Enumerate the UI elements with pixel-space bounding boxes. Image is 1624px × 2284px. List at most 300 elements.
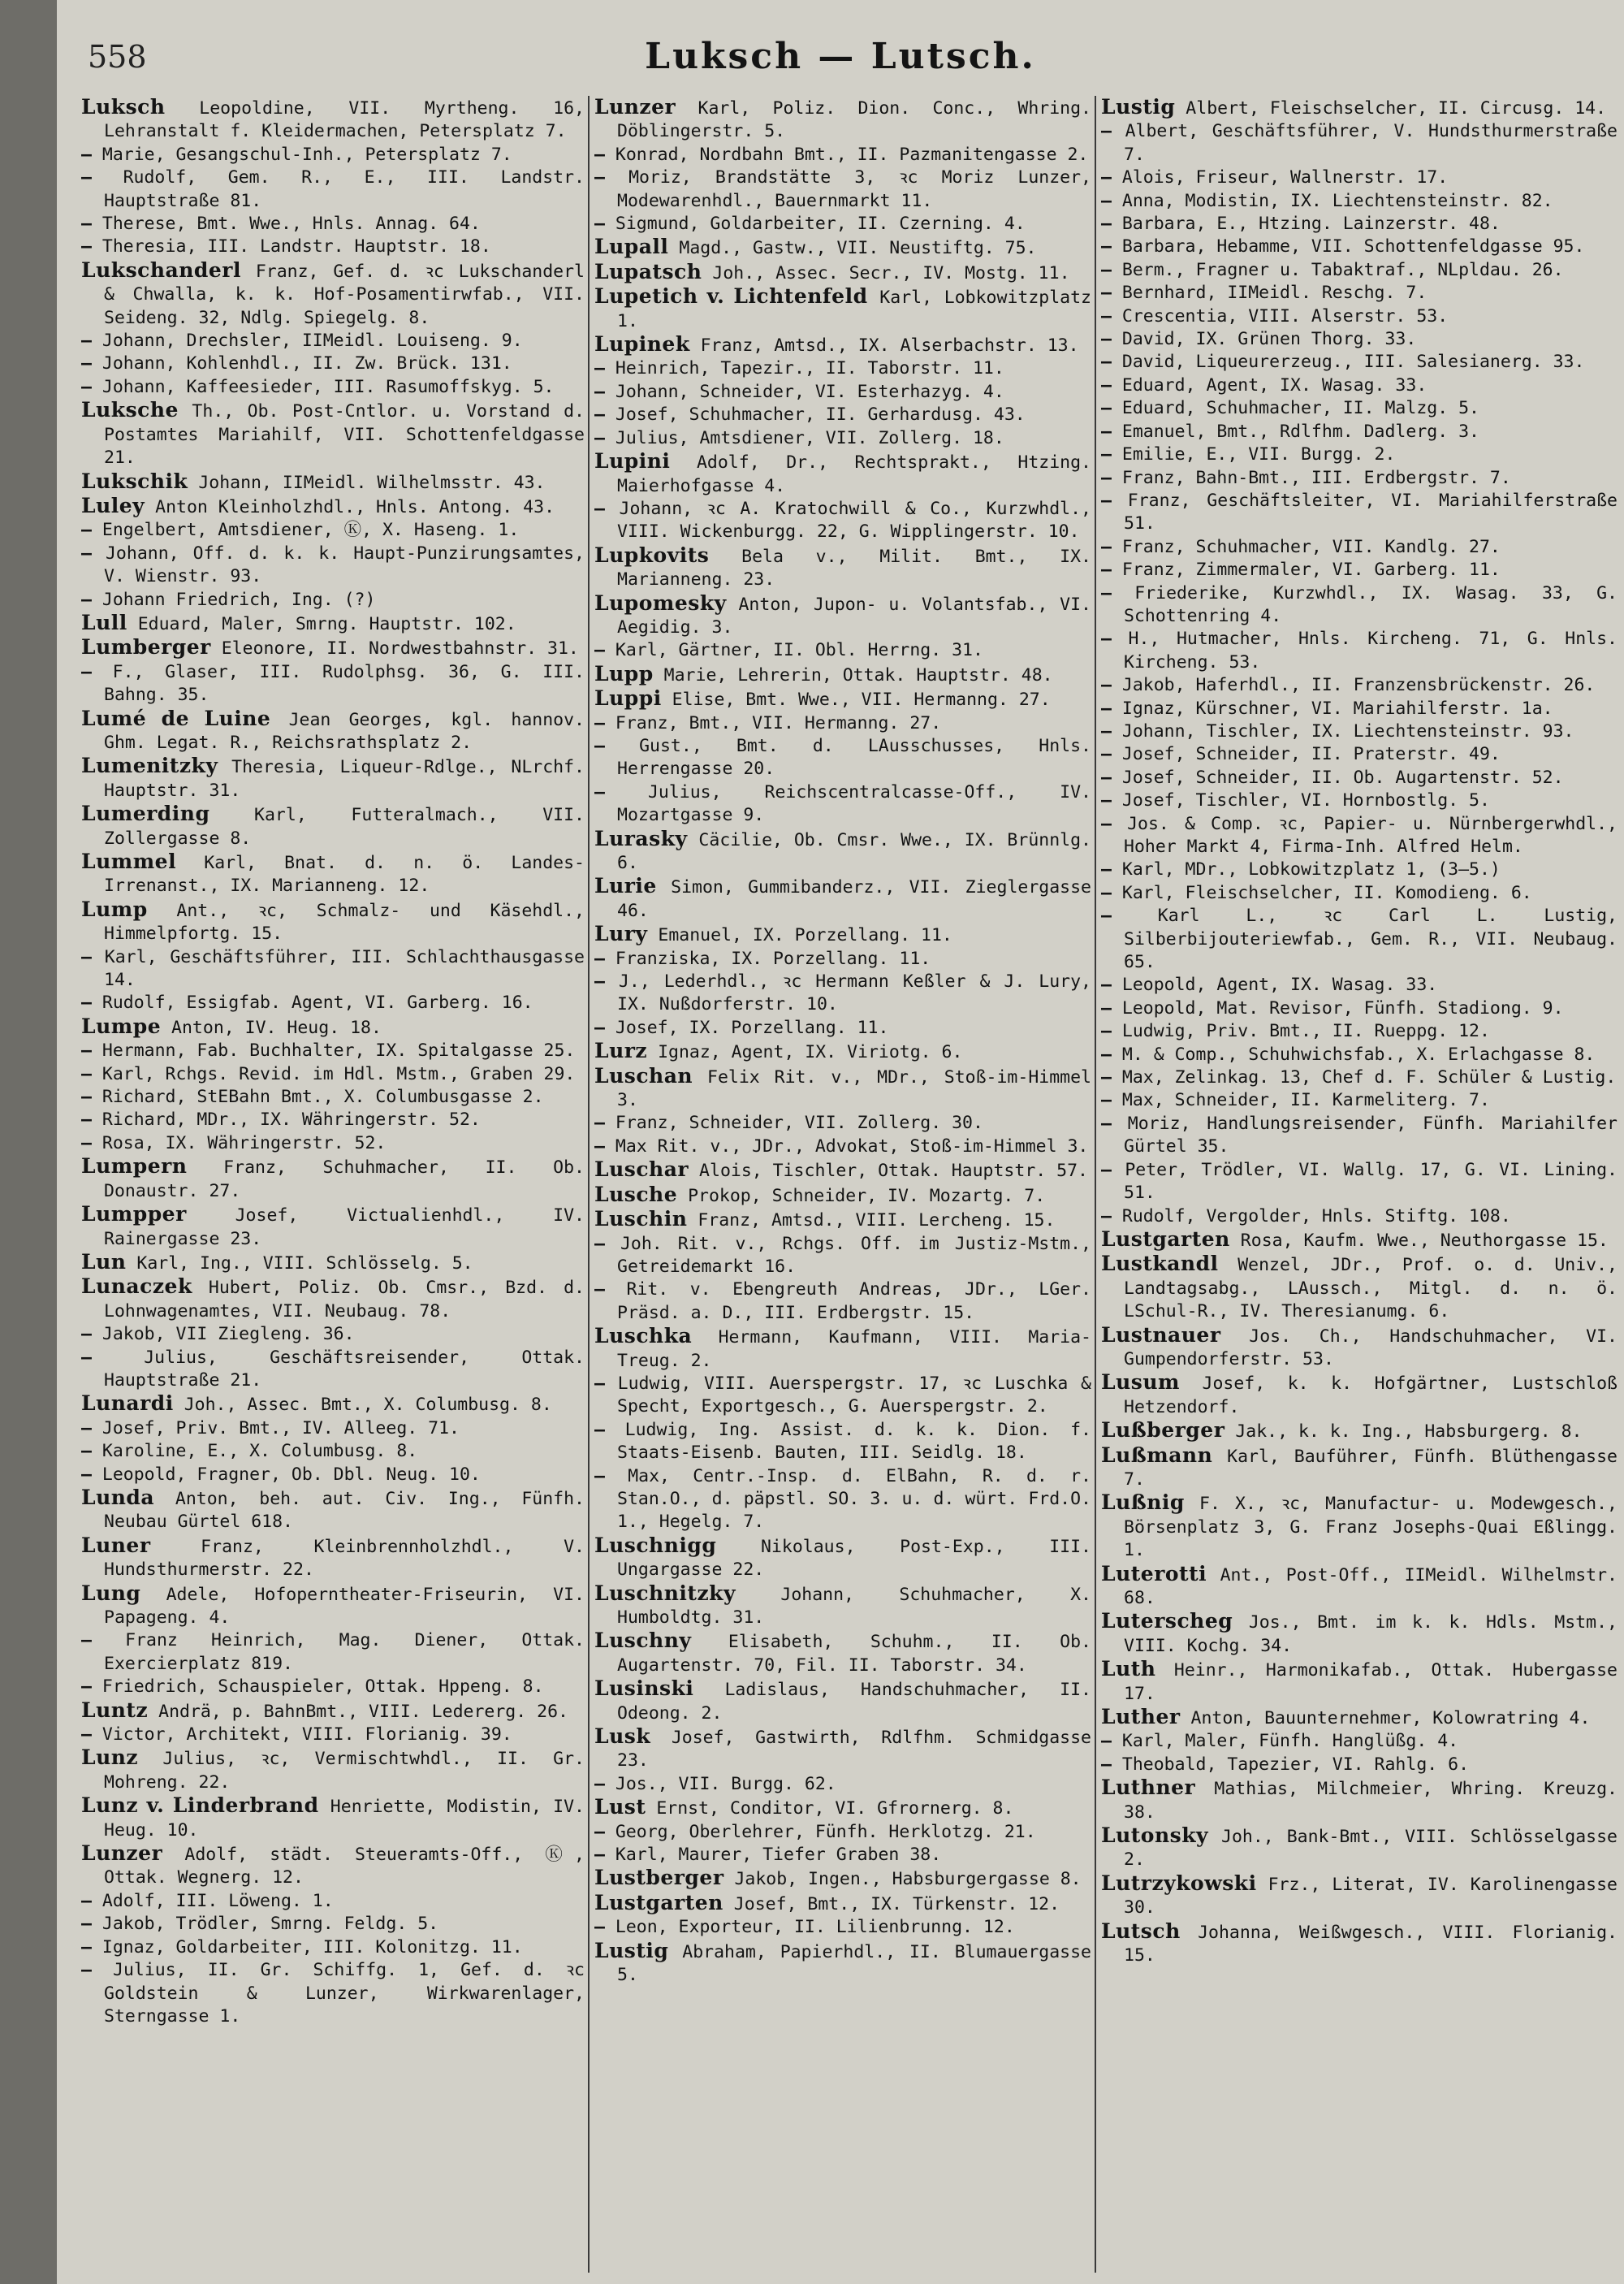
entry-surname: Lutsch (1101, 1918, 1181, 1943)
directory-entry (81, 850, 585, 898)
entry-surname: Lust (594, 1795, 646, 1819)
entry-text: Franziska, IX. Porzellang. 11. (615, 948, 931, 969)
entry-text: Jakob, VII Ziegleng. 36. (102, 1324, 355, 1345)
entry-text: Johann, Kaffeesieder, III. Rasumoffskyg. 5. (102, 376, 555, 397)
directory-entry (1101, 328, 1618, 351)
entry-text: Heinr., Harmonikafab., Ottak. Hubergasse 17. (1124, 1660, 1618, 1704)
entry-dash: — (1101, 859, 1122, 880)
entry-text: Julius, Reichscentralcasse-Off., IV. Mozartgasse 9. (617, 781, 1091, 826)
entry-text: Franz, Schuhmacher, VII. Kandlg. 27. (1121, 536, 1501, 557)
entry-dash: — (1101, 236, 1122, 257)
entry-surname: Lukschik (81, 469, 188, 493)
directory-entry (1101, 559, 1618, 582)
entry-surname: Lunz v. Linderbrand (81, 1793, 319, 1818)
entry-text: Adolf, städt. Steueramts-Off., Ⓚ, Ottak. Wegnerg. 12. (104, 1845, 585, 1888)
directory-entry (81, 495, 585, 519)
entry-text: Joh. Rit. v., Rchgs. Off. im Justiz-Mstm., Getreidemarkt 16. (617, 1233, 1091, 1277)
entry-text: Ladislaus, Handschuhmacher, II. Odeong. 2. (617, 1680, 1091, 1724)
directory-entry (81, 1063, 585, 1086)
entry-dash: — (81, 1087, 102, 1108)
entry-dash: — (81, 661, 113, 682)
entry-dash: — (81, 1914, 102, 1935)
directory-entry (81, 1464, 585, 1486)
directory-entry (81, 946, 585, 993)
entry-text: Ludwig, Priv. Bmt., II. Rueppg. 12. (1121, 1021, 1490, 1042)
entry-surname: Lumpe (81, 1014, 162, 1038)
entry-text: Joh., Assec. Bmt., X. Columbusg. 8. (173, 1395, 552, 1416)
directory-entry (81, 802, 585, 850)
entry-text: Jakob, Ingen., Habsburgergasse 8. (723, 1869, 1082, 1890)
entry-text: Leopold, Fragner, Ob. Dbl. Neug. 10. (102, 1464, 481, 1485)
entry-text: Victor, Architekt, VIII. Florianig. 39. (102, 1724, 512, 1745)
directory-entry (1101, 1491, 1618, 1562)
directory-entry (1101, 743, 1618, 766)
entry-surname: Lump (81, 897, 148, 921)
directory-entry (594, 1136, 1091, 1158)
entry-surname: Luschnigg (594, 1533, 717, 1557)
entry-dash: — (594, 1017, 615, 1038)
entry-surname: Luley (81, 493, 145, 517)
directory-entry (81, 1275, 585, 1323)
entry-text: Max Rit. v., JDr., Advokat, Stoß-im-Himmel 3. (615, 1136, 1089, 1157)
directory-entry (1101, 1658, 1618, 1706)
entry-surname: Lusk (594, 1724, 651, 1749)
directory-entry (1101, 1754, 1618, 1776)
directory-entry (1101, 859, 1618, 881)
entry-text: Jos. Ch., Handschuhmacher, VI. Gumpendorferstr. 53. (1124, 1326, 1618, 1369)
directory-entry (1101, 1920, 1618, 1968)
entry-text: Franz, Bahn-Bmt., III. Erdbergstr. 7. (1121, 467, 1511, 488)
entry-text: Julius, Amtsdiener, VII. Zollerg. 18. (615, 427, 1004, 448)
directory-entry (594, 213, 1091, 236)
entry-surname: Lury (594, 922, 648, 946)
directory-entry (81, 1582, 585, 1630)
entry-text: Magd., Gastw., VII. Neustiftg. 75. (668, 238, 1037, 259)
entry-text: Nikolaus, Post-Exp., III. Ungargasse 22. (617, 1536, 1091, 1581)
entry-text: Karl, Poliz. Dion. Conc., Whring. Döblingerstr. 5. (617, 98, 1091, 142)
entry-dash: — (1101, 767, 1122, 788)
entry-text: Emilie, E., VII. Burgg. 2. (1121, 444, 1396, 465)
directory-entry (1101, 96, 1618, 120)
entry-surname: Lull (81, 610, 127, 634)
directory-entry (1101, 1113, 1618, 1159)
entry-text: Frz., Literat, IV. Karolinengasse 30. (1124, 1874, 1618, 1918)
entry-text: Josef, k. k. Hofgärtner, Lustschloß Hetzendorf. (1124, 1373, 1618, 1417)
directory-entry (81, 470, 585, 495)
entry-dash: — (81, 1110, 102, 1131)
directory-entry (1101, 421, 1618, 443)
entry-dash: — (594, 381, 615, 402)
entry-dash: — (594, 1113, 615, 1134)
entry-text: Julius, ꝛc, Vermischtwhdl., II. Gr. Mohreng. 22. (104, 1749, 585, 1793)
directory-entry (81, 589, 585, 612)
entry-text: Franz, Amtsd., IX. Alserbachstr. 13. (689, 335, 1079, 357)
directory-entry (594, 781, 1091, 828)
directory-columns (81, 96, 1624, 2284)
entry-surname: Lustgarten (594, 1890, 723, 1914)
entry-text: Anton, Bauunternehmer, Kolowratring 4. (1180, 1708, 1591, 1729)
directory-page (57, 0, 1624, 2284)
entry-text: Barbara, Hebamme, VII. Schottenfeldgasse 95. (1121, 236, 1585, 257)
entry-dash: — (1101, 329, 1122, 350)
directory-entry (1101, 305, 1618, 328)
directory-entry (81, 1959, 585, 2028)
entry-dash: — (1101, 813, 1128, 834)
entry-dash: — (81, 1724, 102, 1745)
directory-entry (594, 1278, 1091, 1325)
directory-entry (594, 948, 1091, 971)
directory-entry (81, 376, 585, 399)
directory-entry (594, 1677, 1091, 1725)
entry-surname: Lumé de Luine (81, 706, 271, 730)
directory-entry (594, 971, 1091, 1017)
directory-entry (594, 663, 1091, 687)
directory-entry (1101, 974, 1618, 997)
directory-entry (81, 213, 585, 236)
column-2 (594, 96, 1091, 2284)
entry-surname: Luksch (81, 96, 166, 119)
directory-entry (594, 592, 1091, 640)
entry-surname: Lunz (81, 1745, 139, 1770)
entry-text: Johann Friedrich, Ing. (?) (102, 589, 376, 610)
entry-text: Ludwig, VIII. Auerspergstr. 17, ꝛc Luschka & Specht, Exportgesch., G. Auerspergstr. 2. (617, 1373, 1091, 1417)
entry-surname: Lunzer (81, 1841, 163, 1866)
entry-surname: Lupp (594, 661, 654, 686)
entry-dash: — (81, 167, 123, 188)
entry-text: Karl, Lobkowitzplatz 1. (617, 288, 1091, 331)
directory-entry (1101, 1020, 1618, 1043)
entry-surname: Lutrzykowski (1101, 1871, 1257, 1895)
entry-text: Johanna, Weißwgesch., VIII. Florianig. 15. (1124, 1922, 1618, 1966)
entry-text: Ant., ꝛc, Schmalz- und Käsehdl., Himmelpfortg. 15. (104, 900, 585, 945)
directory-entry (594, 544, 1091, 592)
directory-entry (1101, 467, 1618, 490)
directory-entry (81, 1440, 585, 1463)
entry-dash: — (594, 640, 615, 661)
entry-surname: Luschar (594, 1157, 689, 1182)
entry-text: Cäcilie, Ob. Cmsr. Wwe., IX. Brünnlg. 6. (617, 829, 1091, 873)
directory-entry (81, 1015, 585, 1040)
entry-text: Karl, Rchgs. Revid. im Hdl. Mstm., Graben 29. (102, 1063, 576, 1084)
entry-surname: Lußberger (1101, 1418, 1225, 1443)
entry-text: Georg, Oberlehrer, Fünfh. Herklotzg. 21. (615, 1821, 1036, 1842)
entry-text: Elisabeth, Schuhm., II. Ob. Augartenstr. 70, Fil. II. Taborstr. 34. (617, 1632, 1091, 1676)
entry-text: Moriz, Brandstätte 3, ꝛc Moriz Lunzer, Modewarenhdl., Bauernmarkt 11. (617, 167, 1091, 211)
entry-dash: — (594, 498, 620, 519)
entry-text: Jos., VII. Burgg. 62. (615, 1773, 836, 1794)
entry-dash: — (81, 214, 102, 235)
entry-text: Karl L., ꝛc Carl L. Lustig, Silberbijouteriewfab., Gem. R., VII. Neubaug. 65. (1124, 906, 1618, 973)
directory-entry (81, 1746, 585, 1794)
directory-entry (1101, 1444, 1618, 1492)
entry-dash: — (81, 1040, 102, 1062)
directory-entry (594, 1773, 1091, 1796)
directory-entry (1101, 120, 1618, 167)
directory-entry (81, 1724, 585, 1746)
entry-dash: — (594, 1821, 615, 1842)
entry-text: Josef, Victualienhdl., IV. Rainergasse 23. (104, 1205, 585, 1249)
directory-entry (1101, 490, 1618, 536)
directory-entry (594, 285, 1091, 333)
entry-text: Bernhard, IIMeidl. Reschg. 7. (1121, 283, 1427, 304)
entry-text: Anna, Modistin, IX. Liechtensteinstr. 82. (1121, 190, 1553, 211)
entry-text: Johann, Schneider, VI. Esterhazyg. 4. (615, 381, 1004, 402)
directory-entry (594, 712, 1091, 735)
entry-surname: Lurasky (594, 826, 688, 850)
entry-surname: Lustig (1101, 96, 1176, 119)
entry-dash: — (1101, 1067, 1122, 1088)
directory-entry (1101, 997, 1618, 1020)
directory-entry (1101, 443, 1618, 466)
directory-entry (594, 1040, 1091, 1064)
directory-entry (594, 1867, 1091, 1891)
entry-text: Jos. & Comp. ꝛc, Papier- u. Nürnbergerwhdl., Hoher Markt 4, Firma-Inh. Alfred Helm. (1124, 813, 1618, 857)
entry-dash: — (1101, 1731, 1122, 1752)
directory-entry (594, 96, 1091, 144)
entry-dash: — (81, 1417, 102, 1438)
directory-entry (594, 144, 1091, 167)
entry-surname: Luth (1101, 1657, 1156, 1681)
entry-dash: — (1101, 744, 1122, 765)
entry-surname: Lusche (594, 1182, 678, 1206)
entry-text: Karl, Futteralmach., VII. Zollergasse 8. (104, 805, 585, 849)
directory-entry (594, 1233, 1091, 1279)
directory-entry (594, 236, 1091, 260)
directory-entry (81, 1323, 585, 1346)
entry-surname: Lurie (594, 874, 657, 898)
entry-text: Karl, Maurer, Tiefer Graben 38. (615, 1845, 942, 1866)
entry-surname: Lustkandl (1101, 1252, 1219, 1276)
directory-entry (81, 1699, 585, 1724)
entry-dash: — (1101, 1113, 1128, 1134)
column-3 (1101, 96, 1618, 2284)
directory-entry (594, 1725, 1091, 1773)
entry-dash: — (1101, 675, 1122, 696)
entry-text: Emanuel, IX. Porzellang. 11. (647, 925, 952, 946)
entry-text: Moriz, Handlungsreisender, Fünfh. Mariahilfer Gürtel 35. (1124, 1113, 1618, 1157)
entry-surname: Lunda (81, 1485, 155, 1509)
entry-dash: — (81, 353, 102, 374)
entry-dash: — (81, 236, 102, 257)
entry-dash: — (594, 735, 640, 756)
directory-entry (81, 330, 585, 353)
entry-text: Franz, Zimmermaler, VI. Garberg. 11. (1121, 560, 1501, 581)
directory-entry (1101, 698, 1618, 720)
entry-text: Friederike, Kurzwhdl., IX. Wasag. 33, G. Schottenring 4. (1124, 582, 1618, 626)
entry-dash: — (81, 1464, 102, 1485)
directory-entry (594, 1183, 1091, 1208)
directory-entry (81, 353, 585, 375)
directory-entry (594, 1373, 1091, 1419)
entry-dash: — (1101, 997, 1122, 1019)
entry-dash: — (1101, 283, 1122, 304)
entry-surname: Lunardi (81, 1391, 174, 1416)
directory-entry (594, 1534, 1091, 1582)
entry-text: Ant., Post-Off., IIMeidl. Wilhelmstr. 68. (1124, 1564, 1618, 1608)
entry-dash: — (1101, 720, 1122, 742)
entry-dash: — (81, 946, 105, 967)
entry-text: Josef, Schneider, II. Praterstr. 49. (1121, 744, 1501, 765)
entry-surname: Lummel (81, 850, 177, 873)
directory-entry (1101, 282, 1618, 305)
entry-text: Karoline, E., X. Columbusg. 8. (102, 1441, 418, 1462)
entry-text: Johann, Off. d. k. k. Haupt-Punzirungsamtes, V. Wienstr. 93. (104, 543, 585, 587)
entry-text: Richard, StEBahn Bmt., X. Columbusgasse 2. (102, 1087, 544, 1108)
directory-entry (1101, 1730, 1618, 1753)
entry-surname: Lung (81, 1581, 141, 1605)
directory-entry (594, 923, 1091, 947)
directory-entry (81, 1842, 585, 1890)
entry-dash: — (1101, 698, 1122, 719)
entry-text: Hermann, Fab. Buchhalter, IX. Spitalgasse 25. (102, 1040, 576, 1062)
directory-entry (81, 259, 585, 330)
directory-entry (594, 828, 1091, 876)
directory-entry (594, 381, 1091, 404)
directory-entry (81, 399, 585, 469)
entry-text: Johann, Schuhmacher, X. Humboldtg. 31. (617, 1584, 1091, 1628)
entry-text: Johann, ꝛc A. Kratochwill & Co., Kurzwhdl., VIII. Wickenburgg. 22, G. Wipplingerstr. 10. (617, 498, 1091, 543)
entry-text: Karl, Bnat. d. n. ö. Landes-Irrenanst., IX. Marianneng. 12. (104, 853, 585, 897)
entry-text: Ignaz, Kürschner, VI. Mariahilferstr. 1a. (1121, 698, 1553, 719)
entry-dash: — (81, 1890, 102, 1911)
directory-entry (81, 1676, 585, 1698)
entry-text: Joh., Bank-Bmt., VIII. Schlösselgasse 2. (1124, 1827, 1618, 1871)
entry-text: Julius, II. Gr. Schiffg. 1, Gef. d. ꝛc Goldstein & Lunzer, Wirkwarenlager, Sterngasse 1. (104, 1960, 585, 2027)
entry-surname: Luschin (594, 1207, 688, 1231)
entry-text: Eduard, Schuhmacher, II. Malzg. 5. (1121, 398, 1479, 419)
directory-entry (1101, 1044, 1618, 1066)
directory-entry (81, 1629, 585, 1676)
entry-dash: — (594, 1773, 615, 1794)
entry-text: Hubert, Poliz. Ob. Cmsr., Bzd. d. Lohnwagenamtes, VII. Neubaug. 78. (104, 1278, 585, 1322)
entry-dash: — (594, 1845, 615, 1866)
entry-text: Elise, Bmt. Wwe., VII. Hermanng. 27. (661, 690, 1051, 711)
entry-dash: — (594, 1917, 615, 1938)
entry-text: Karl, Ing., VIII. Schlösselg. 5. (126, 1252, 473, 1274)
entry-surname: Lußmann (1101, 1443, 1213, 1467)
page-number: 558 (88, 39, 147, 75)
directory-entry (594, 1582, 1091, 1630)
directory-entry (594, 1065, 1091, 1113)
entry-dash: — (1101, 975, 1122, 996)
entry-text: Wenzel, JDr., Prof. o. d. Univ., Landtagsabg., LAussch., Mitgl. d. n. ö. LSchul-R., IV. Theresianumg. 6. (1124, 1255, 1618, 1322)
directory-entry (81, 755, 585, 802)
directory-entry (81, 898, 585, 946)
directory-entry (594, 1465, 1091, 1534)
entry-surname: Luksche (81, 398, 179, 422)
entry-surname: Lumberger (81, 635, 211, 660)
directory-entry (594, 1158, 1091, 1183)
entry-text: Adele, Hofoperntheater-Friseurin, VI. Papageng. 4. (104, 1584, 585, 1628)
entry-text: Josef, Gastwirth, Rdlfhm. Schmidgasse 23. (617, 1728, 1091, 1771)
directory-entry (1101, 374, 1618, 397)
entry-text: Ignaz, Goldarbeiter, III. Kolonitzg. 11. (102, 1936, 523, 1957)
directory-entry (594, 1844, 1091, 1867)
directory-entry (81, 1203, 585, 1251)
entry-text: Rudolf, Essigfab. Agent, VI. Garberg. 16. (102, 993, 533, 1014)
entry-dash: — (81, 520, 102, 541)
directory-entry (81, 1936, 585, 1959)
entry-text: Crescentia, VIII. Alserstr. 53. (1121, 305, 1449, 327)
entry-text: Engelbert, Amtsdiener, Ⓚ, X. Haseng. 1. (102, 520, 520, 541)
entry-text: Ludwig, Ing. Assist. d. k. k. Dion. f. Staats-Eisenb. Bauten, III. Seidlg. 18. (617, 1419, 1091, 1464)
entry-dash: — (1101, 536, 1122, 557)
directory-entry (1101, 628, 1618, 674)
entry-text: Felix Rit. v., MDr., Stoß-im-Himmel 3. (617, 1066, 1091, 1111)
entry-dash: — (594, 427, 615, 448)
entry-dash: — (594, 1419, 625, 1440)
directory-entry (1101, 1563, 1618, 1611)
column-1 (81, 96, 585, 2284)
running-head: Luksch — Lutsch. (645, 36, 1036, 77)
entry-surname: Lupall (594, 235, 669, 259)
entry-dash: — (1101, 352, 1122, 373)
entry-text: Anton, IV. Heug. 18. (161, 1017, 382, 1038)
entry-surname: Lustig (594, 1938, 669, 1962)
directory-entry (1101, 536, 1618, 559)
entry-dash: — (81, 1347, 145, 1368)
entry-text: Rit. v. Ebengreuth Andreas, JDr., LGer. Präsd. a. D., III. Erdbergstr. 15. (617, 1279, 1091, 1323)
entry-text: Th., Ob. Post-Cntlor. u. Vorstand d. Postamtes Mariahilf, VII. Schottenfeldgasse 21. (104, 401, 585, 469)
entry-text: M. & Comp., Schuhwichsfab., X. Erlachgasse 8. (1121, 1044, 1596, 1065)
entry-dash: — (594, 404, 615, 426)
directory-entry (594, 1796, 1091, 1820)
directory-entry (81, 636, 585, 660)
entry-surname: Lumerding (81, 802, 210, 826)
entry-surname: Luterotti (1101, 1561, 1207, 1585)
entry-text: Leon, Exporteur, II. Lilienbrunng. 12. (615, 1917, 1015, 1938)
entry-text: David, Liqueurerzeug., III. Salesianerg. 33. (1121, 352, 1585, 373)
directory-entry (81, 1486, 585, 1534)
directory-entry (594, 498, 1091, 544)
entry-text: Franz, Geschäftsleiter, VI. Mariahilferstraße 51. (1124, 490, 1618, 534)
entry-dash: — (594, 1136, 615, 1157)
entry-surname: Lupetich v. Lichtenfeld (594, 284, 868, 309)
entry-text: Josef, Tischler, VI. Hornbostlg. 5. (1121, 790, 1490, 811)
entry-text: Mathias, Milchmeier, Whring. Kreuzg. 38. (1124, 1779, 1618, 1823)
entry-text: Max, Schneider, II. Karmeliterg. 7. (1121, 1090, 1490, 1111)
entry-text: Franz, Gef. d. ꝛc Lukschanderl & Chwalla, k. k. Hof-Posamentirwfab., VII. Seideng. 32, Ndlg. Spiegelg. 8. (104, 261, 585, 328)
entry-dash: — (594, 358, 615, 379)
directory-entry (1101, 1371, 1618, 1419)
directory-entry (594, 261, 1091, 285)
directory-entry (81, 612, 585, 636)
entry-surname: Luschnitzky (594, 1581, 736, 1605)
entry-text: Theresia, III. Landstr. Hauptstr. 18. (102, 236, 491, 257)
directory-entry (594, 427, 1091, 450)
entry-text: Leopold, Agent, IX. Wasag. 33. (1121, 975, 1438, 996)
entry-text: Franz, Schneider, VII. Zollerg. 30. (615, 1113, 983, 1134)
entry-text: Josef, Schuhmacher, II. Gerhardusg. 43. (615, 404, 1026, 426)
entry-text: Max, Zelinkag. 13, Chef d. F. Schüler & Lustig. (1121, 1067, 1617, 1088)
entry-dash: — (1101, 1205, 1122, 1226)
entry-dash: — (81, 1132, 102, 1153)
entry-surname: Lun (81, 1249, 127, 1274)
entry-text: Jakob, Haferhdl., II. Franzensbrückenstr. 26. (1121, 675, 1596, 696)
directory-entry (1101, 767, 1618, 789)
directory-entry (81, 96, 585, 144)
directory-entry (81, 236, 585, 258)
entry-surname: Lupomesky (594, 590, 727, 615)
entry-dash: — (1101, 1159, 1125, 1180)
directory-entry (81, 1155, 585, 1203)
entry-dash: — (81, 144, 102, 165)
entry-text: Rudolf, Gem. R., E., III. Landstr. Hauptstraße 81. (104, 167, 585, 211)
directory-entry (594, 639, 1091, 662)
entry-dash: — (81, 376, 102, 397)
entry-surname: Luppi (594, 686, 662, 711)
entry-text: Gust., Bmt. d. LAusschusses, Hnls. Herrengasse 20. (617, 735, 1091, 780)
